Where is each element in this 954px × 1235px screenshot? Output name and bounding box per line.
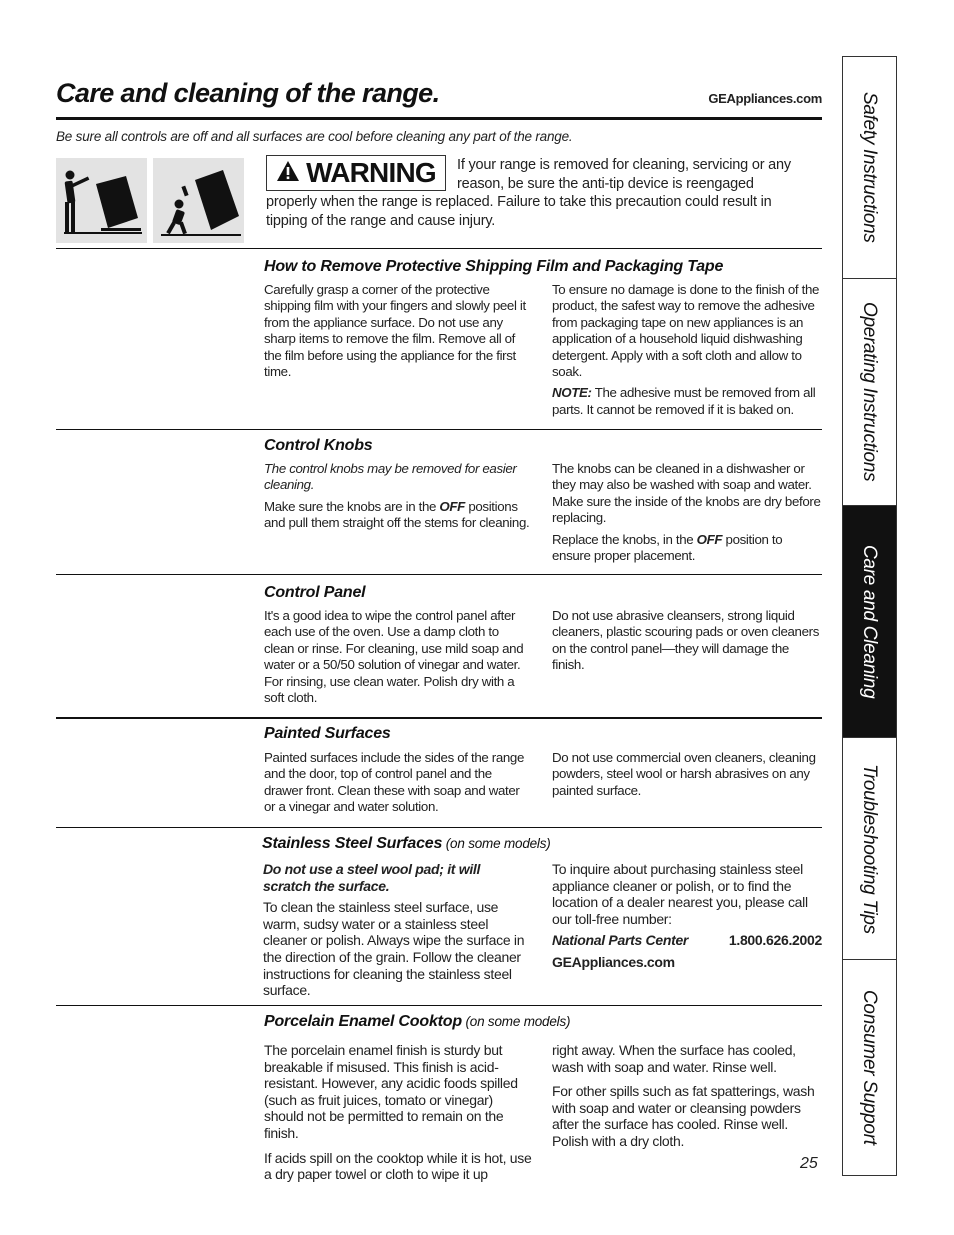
tab-label: Care and Cleaning xyxy=(859,544,880,699)
note-label: NOTE: xyxy=(552,385,592,401)
steel-warning-text: Do not use a steel wool pad; it will scratch the surface. xyxy=(263,861,481,894)
tab-consumer-support[interactable] xyxy=(843,960,896,1175)
panel-right-text: Do not use abrasive cleansers, strong liquid cleaners, plastic scouring pads or oven cleaners on the control panel—they will damage the finish. xyxy=(552,608,820,673)
tab-troubleshooting-tips[interactable] xyxy=(843,738,896,960)
section-divider xyxy=(56,248,822,249)
tab-label: Consumer Support xyxy=(859,990,880,1145)
section-divider xyxy=(56,429,822,430)
panel-heading: Control Panel xyxy=(264,584,366,601)
tab-label: Safety Instructions xyxy=(859,92,880,243)
painted-heading: Painted Surfaces xyxy=(264,725,391,742)
porcelain-left-text: The porcelain enamel finish is sturdy but breakable if misused. This finish is acid-resistant. However, any acidic foods spilled (such as fruit juices, tomato or vinegar) should not be permitted to remain on the finish. xyxy=(264,1042,518,1141)
knobs-heading: Control Knobs xyxy=(264,437,373,454)
parts-center-phone[interactable]: 1.800.626.2002 xyxy=(728,932,822,949)
section-divider xyxy=(56,827,822,828)
on-some-models-note: (on some models) xyxy=(442,836,551,851)
warning-triangle-icon xyxy=(276,160,300,187)
panel-left-text: It's a good idea to wipe the control panel after each use of the oven. Use a damp cloth to clean or rinse. For cleaning, use mild soap and water or a 50/50 solution of vinegar and water. For rinsing, use clean water. Polish dry with a soft cloth. xyxy=(264,608,524,706)
knobs-right-replace: Replace the knobs, in the OFF position to ensure proper placement. xyxy=(552,531,783,564)
page-number: 25 xyxy=(800,1155,818,1172)
section-divider xyxy=(56,574,822,575)
section-divider xyxy=(56,1005,822,1006)
side-tab-nav xyxy=(842,56,897,1176)
film-heading: How to Remove Protective Shipping Film and Packaging Tape xyxy=(264,258,724,275)
intro-text: Be sure all controls are off and all surfaces are cool before cleaning any part of the range. xyxy=(56,129,573,144)
film-left-text: Carefully grasp a corner of the protective shipping film with your fingers and slowly peel it from the appliance surface. Do not use any sharp items to remove the film. Remove all of the film before using the appliance for the first time. xyxy=(264,282,526,380)
painted-left-text: Painted surfaces include the sides of the range and the door, top of control panel and the drawer front. Clean these with soap and water or a vinegar and water solution. xyxy=(264,750,525,815)
warning-text-rest: properly when the range is replaced. Failure to take this precaution could result in tipping of the range and cause injury. xyxy=(266,194,772,229)
tipping-range-child-icon xyxy=(153,158,244,243)
porcelain-right-text: right away. When the surface has cooled, wash with soap and water. Rinse well. xyxy=(552,1042,796,1075)
film-note xyxy=(552,385,824,418)
steel-heading: Stainless Steel Surfaces (on some models) xyxy=(262,835,551,852)
off-label: OFF xyxy=(439,498,465,514)
knobs-left-text: Make sure the knobs are in the OFF positions and pull them straight off the stems for cleaning. xyxy=(264,498,530,531)
on-some-models-note: (on some models) xyxy=(461,1014,571,1029)
tab-label: Operating Instructions xyxy=(859,302,880,482)
parts-center-line xyxy=(552,932,822,949)
note-text: The adhesive must be removed from all parts. It cannot be removed if it is baked on. xyxy=(552,385,816,417)
parts-center-label: National Parts Center xyxy=(552,932,689,949)
porcelain-heading: Porcelain Enamel Cooktop (on some models) xyxy=(264,1013,571,1030)
website-link[interactable]: GEAppliances.com xyxy=(708,91,822,106)
porcelain-right-spill: For other spills such as fat spatterings, wash with soap and water or cleansing powders after the surface has cooled. Rinse well. Polish with a dry cloth. xyxy=(552,1083,815,1149)
warning-text-first: If your range is removed for cleaning, servicing or any reason, be sure the anti-tip device is reengaged xyxy=(457,157,791,192)
page-title: Care and cleaning of the range. xyxy=(56,78,440,108)
tab-care-and-cleaning[interactable] xyxy=(843,506,896,738)
porcelain-left-spill: If acids spill on the cooktop while it is hot, use a dry paper towel or cloth to wipe it up xyxy=(264,1149,532,1183)
tab-label: Troubleshooting Tips xyxy=(859,763,880,934)
section-divider xyxy=(56,717,822,719)
warning-label: WARNING xyxy=(306,157,436,188)
tab-operating-instructions[interactable] xyxy=(843,279,896,506)
steel-left-text: To clean the stainless steel surface, use warm, sudsy water or a stainless steel cleaner or polish. Always wipe the surface in the direction of the grain. Follow the cleaner instructions for cleaning the stainless steel surface. xyxy=(263,899,525,999)
steel-right-text: To inquire about purchasing stainless steel appliance cleaner or polish, or to find the location of a dealer nearest you, please call our toll-free number: xyxy=(552,861,808,927)
film-right-text: To ensure no damage is done to the finish of the product, the safest way to remove the adhesive from packaging tape on new appliances is an application of a household liquid dishwashing detergent. Apply with a soft cloth and allow to soak. xyxy=(552,282,820,380)
header-rule xyxy=(56,117,822,120)
off-label: OFF xyxy=(696,531,723,547)
tipping-range-adult-icon xyxy=(56,158,147,243)
painted-right-text: Do not use commercial oven cleaners, cleaning powders, steel wool or harsh abrasives on any painted surface. xyxy=(552,750,816,798)
warning-badge xyxy=(266,155,446,191)
parts-center-site[interactable]: GEAppliances.com xyxy=(552,953,675,970)
tab-safety-instructions[interactable] xyxy=(843,57,896,279)
knobs-right-text: The knobs can be cleaned in a dishwasher or they may also be washed with soap and water. Make sure the inside of the knobs are dry before replacing. xyxy=(552,461,821,526)
knobs-left-italic: The control knobs may be removed for easier cleaning. xyxy=(264,461,517,493)
